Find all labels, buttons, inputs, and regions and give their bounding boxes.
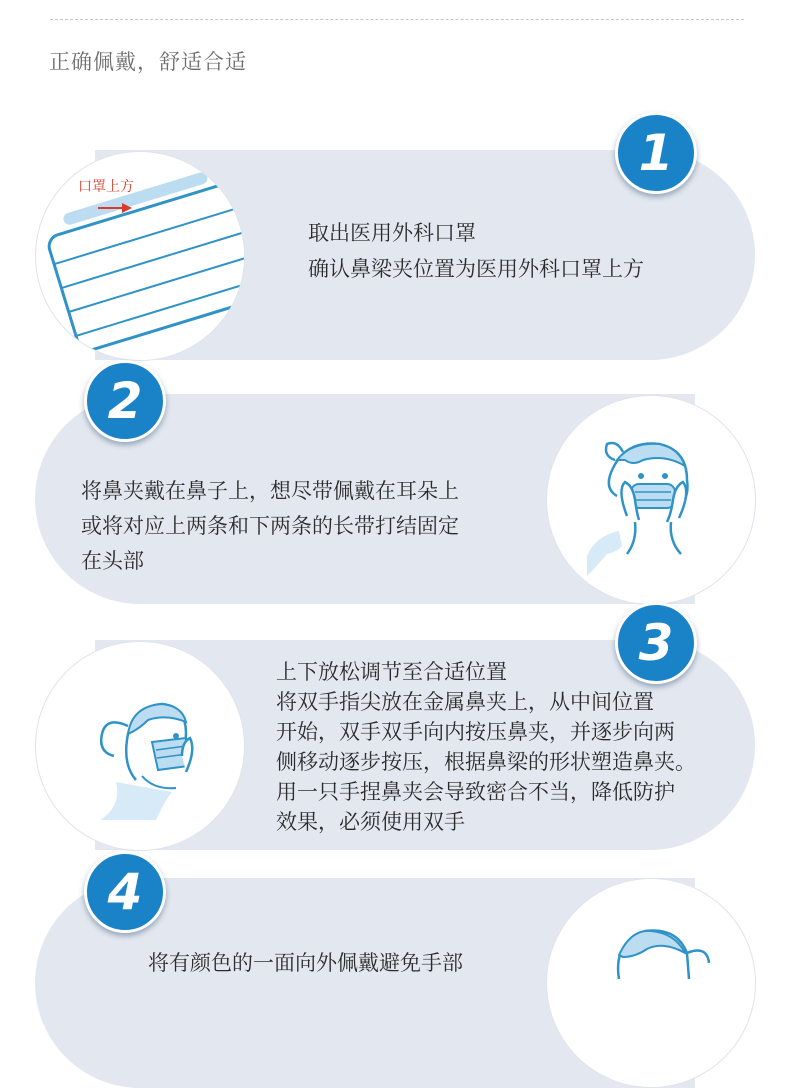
mask-illustration-icon: [36, 152, 244, 360]
step-2-text: [81, 474, 459, 579]
step-1-badge: 1: [615, 112, 697, 194]
step-3-line: 效果，必须使用双手: [276, 810, 465, 834]
step-3-line: 上下放松调节至合适位置: [276, 660, 507, 684]
step-2-line: 将鼻夹戴在鼻子上，想尽带佩戴在耳朵上: [81, 479, 459, 503]
step-2-illustration: [546, 395, 756, 605]
woman-side-mask-icon: [36, 642, 244, 850]
step-3-badge: 3: [615, 602, 697, 684]
step-4-badge: 4: [84, 851, 166, 933]
top-divider: [50, 19, 744, 20]
step-3-line: 用一只手捏鼻夹会导致密合不当，降低防护: [276, 780, 675, 804]
woman-mask-icon: [547, 396, 755, 604]
step-4-line: 将有颜色的一面向外佩戴避免手部: [148, 951, 463, 975]
step-3-line: 开始，双手双手向内按压鼻夹，并逐步向两: [276, 720, 675, 744]
step-2-badge: 2: [84, 360, 166, 442]
step-1-illustration: [35, 151, 245, 361]
woman-head-icon: [547, 879, 755, 1087]
step-2-line: 或将对应上两条和下两条的长带打结固定: [81, 514, 459, 538]
step-3-text: [276, 657, 696, 837]
step-4-illustration: [546, 878, 756, 1088]
step-4-text: [148, 948, 463, 979]
step-1-text: [308, 215, 644, 287]
step-2-line: 在头部: [81, 549, 144, 573]
step-3-line: 将双手指尖放在金属鼻夹上，从中间位置: [276, 690, 654, 714]
step-3-line: 侧移动逐步按压，根据鼻梁的形状塑造鼻夹。: [276, 750, 696, 774]
step-3-illustration: [35, 641, 245, 851]
page-heading: 正确佩戴，舒适合适: [49, 50, 247, 74]
mask-top-label: 口罩上方: [78, 179, 134, 195]
step-1-line: 取出医用外科口罩: [308, 221, 476, 245]
step-1-line: 确认鼻梁夹位置为医用外科口罩上方: [308, 257, 644, 281]
